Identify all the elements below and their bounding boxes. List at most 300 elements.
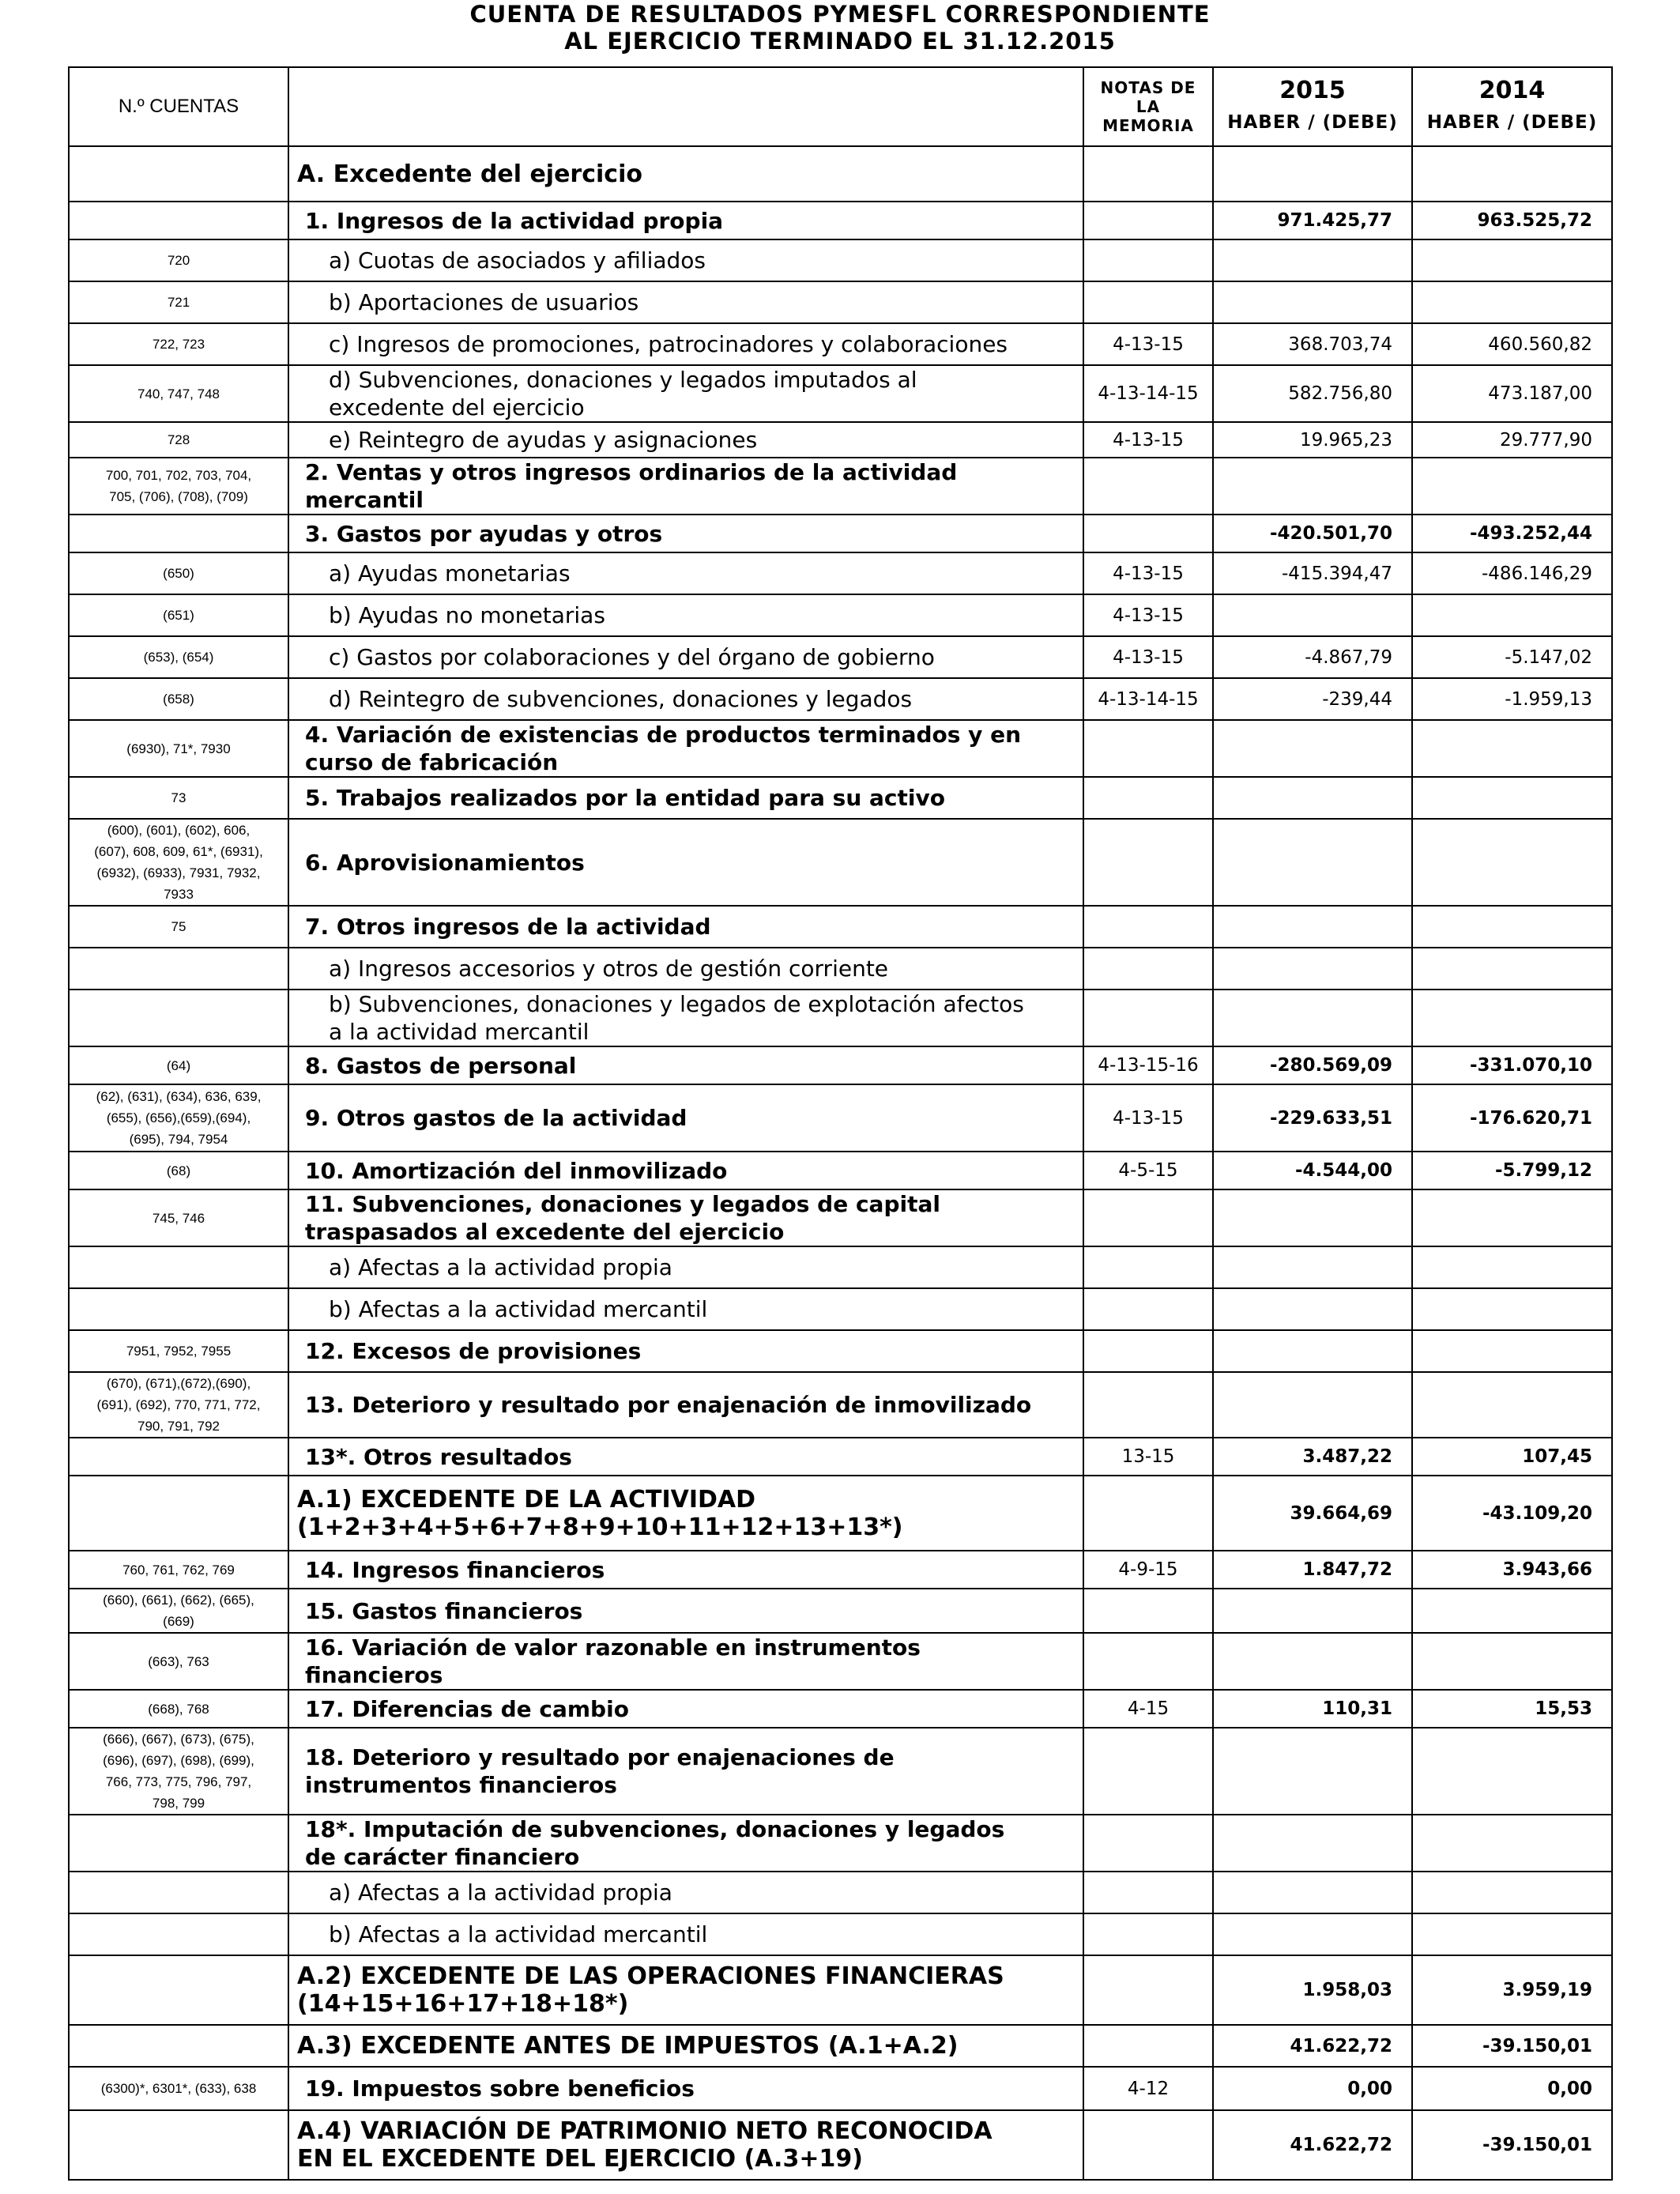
- value-2014-cell: -5.147,02: [1412, 636, 1612, 678]
- value-2014-cell: -176.620,71: [1412, 1084, 1612, 1152]
- concept-line: b) Subvenciones, donaciones y legados de explotación afectos: [329, 991, 1024, 1017]
- notes-cell: [1083, 1476, 1213, 1551]
- account-codes-cell: [69, 422, 288, 458]
- account-codes-cell: [69, 1189, 288, 1246]
- header-year-label: 2014: [1478, 77, 1546, 104]
- account-codes-cell: [69, 458, 288, 515]
- value-2014-cell: [1412, 990, 1612, 1046]
- concept-line: d) Subvenciones, donaciones y legados imputados al: [329, 367, 917, 393]
- value-2014-cell: 473.187,00: [1412, 365, 1612, 422]
- value-2014-cell: -493.252,44: [1412, 515, 1612, 552]
- concept-cell: [288, 1372, 1083, 1438]
- account-codes-line: 740, 747, 748: [137, 386, 220, 401]
- concept-cell: [288, 678, 1083, 720]
- table-row: [69, 422, 1612, 458]
- value-2015-cell: -420.501,70: [1213, 515, 1412, 552]
- table-row: [69, 1476, 1612, 1551]
- concept-cell: [288, 1872, 1083, 1913]
- value-2015-cell: 41.622,72: [1213, 2110, 1412, 2180]
- notes-cell: 4-13-15: [1083, 594, 1213, 636]
- concept-cell: [288, 1152, 1083, 1189]
- notes-cell: [1083, 1913, 1213, 1955]
- concept-cell: [288, 1246, 1083, 1288]
- table-row: [69, 2110, 1612, 2180]
- account-codes-line: (607), 608, 609, 61*, (6931),: [94, 844, 263, 859]
- account-codes-line: (64): [166, 1057, 191, 1073]
- table-row: [69, 239, 1612, 281]
- account-codes-cell: [69, 1955, 288, 2025]
- concept-line: 17. Diferencias de cambio: [305, 1695, 629, 1722]
- account-codes-cell: [69, 777, 288, 819]
- value-2014-cell: 3.959,19: [1412, 1955, 1612, 2025]
- table-row: [69, 146, 1612, 202]
- concept-line: 13*. Otros resultados: [305, 1443, 572, 1470]
- table-row: [69, 990, 1612, 1046]
- concept-line: 4. Variación de existencias de productos terminados y en: [305, 722, 1022, 748]
- table-row: [69, 906, 1612, 948]
- value-2015-cell: 39.664,69: [1213, 1476, 1412, 1551]
- table-row: [69, 458, 1612, 515]
- value-2014-cell: [1412, 777, 1612, 819]
- concept-line: (1+2+3+4+5+6+7+8+9+10+11+12+13+13*): [297, 1513, 903, 1541]
- value-2014-cell: 107,45: [1412, 1438, 1612, 1476]
- concept-cell: [288, 2025, 1083, 2067]
- concept-cell: [288, 1046, 1083, 1084]
- concept-line: EN EL EXCEDENTE DEL EJERCICIO (A.3+19): [297, 2145, 863, 2173]
- account-codes-cell: [69, 2110, 288, 2180]
- table-row: [69, 323, 1612, 365]
- notes-cell: 4-13-15-16: [1083, 1046, 1213, 1084]
- table-row: [69, 1815, 1612, 1872]
- value-2014-cell: [1412, 1189, 1612, 1246]
- notes-cell: [1083, 515, 1213, 552]
- concept-cell: [288, 720, 1083, 777]
- header-year-2015: [1213, 67, 1412, 146]
- header-notas-line: LA: [1136, 97, 1161, 116]
- table-row: [69, 777, 1612, 819]
- account-codes-cell: [69, 906, 288, 948]
- notes-cell: [1083, 1288, 1213, 1330]
- concept-line: 10. Amortización del inmovilizado: [305, 1157, 728, 1184]
- account-codes-line: (6300)*, 6301*, (633), 638: [100, 2081, 257, 2096]
- account-codes-line: 7951, 7952, 7955: [126, 1344, 232, 1359]
- account-codes-cell: [69, 1815, 288, 1872]
- notes-cell: [1083, 1330, 1213, 1372]
- concept-cell: [288, 365, 1083, 422]
- account-codes-cell: [69, 1438, 288, 1476]
- value-2014-cell: -331.070,10: [1412, 1046, 1612, 1084]
- value-2015-cell: [1213, 720, 1412, 777]
- concept-cell: [288, 819, 1083, 906]
- header-year-label: 2015: [1279, 77, 1346, 104]
- table-row: [69, 281, 1612, 323]
- notes-cell: 4-12: [1083, 2067, 1213, 2110]
- value-2014-cell: [1412, 146, 1612, 202]
- table-row: [69, 636, 1612, 678]
- table-row: [69, 1690, 1612, 1728]
- value-2014-cell: [1412, 1330, 1612, 1372]
- concept-line: 11. Subvenciones, donaciones y legados de capital: [305, 1191, 940, 1217]
- table-row: [69, 1551, 1612, 1589]
- concept-line: 18. Deterioro y resultado por enajenaciones de: [305, 1744, 895, 1770]
- concept-line: c) Gastos por colaboraciones y del órgano de gobierno: [329, 644, 935, 670]
- value-2014-cell: [1412, 948, 1612, 990]
- value-2014-cell: [1412, 458, 1612, 515]
- value-2014-cell: 0,00: [1412, 2067, 1612, 2110]
- notes-cell: 4-15: [1083, 1690, 1213, 1728]
- table-row: [69, 720, 1612, 777]
- value-2015-cell: [1213, 1872, 1412, 1913]
- header-notas-line: NOTAS DE: [1100, 78, 1196, 97]
- account-codes-line: 766, 773, 775, 796, 797,: [105, 1774, 252, 1789]
- concept-cell: [288, 515, 1083, 552]
- concept-line: 9. Otros gastos de la actividad: [305, 1105, 687, 1131]
- account-codes-line: (600), (601), (602), 606,: [107, 823, 250, 838]
- value-2014-cell: [1412, 1589, 1612, 1633]
- value-2014-cell: [1412, 819, 1612, 906]
- account-codes-cell: [69, 1633, 288, 1690]
- account-codes-cell: [69, 2025, 288, 2067]
- value-2015-cell: 1.958,03: [1213, 1955, 1412, 2025]
- value-2015-cell: [1213, 146, 1412, 202]
- value-2014-cell: -39.150,01: [1412, 2025, 1612, 2067]
- account-codes-line: (666), (667), (673), (675),: [103, 1732, 254, 1747]
- concept-cell: [288, 281, 1083, 323]
- value-2014-cell: [1412, 281, 1612, 323]
- account-codes-line: 745, 746: [152, 1210, 205, 1226]
- concept-cell: [288, 1690, 1083, 1728]
- concept-cell: [288, 1551, 1083, 1589]
- concept-cell: [288, 1330, 1083, 1372]
- value-2015-cell: 0,00: [1213, 2067, 1412, 2110]
- concept-line: 14. Ingresos financieros: [305, 1556, 605, 1583]
- concept-cell: [288, 1189, 1083, 1246]
- concept-line: 5. Trabajos realizados por la entidad para su activo: [305, 785, 945, 811]
- account-codes-cell: [69, 636, 288, 678]
- table-row: [69, 678, 1612, 720]
- notes-cell: [1083, 1728, 1213, 1815]
- concept-line: a) Ingresos accesorios y otros de gestión corriente: [329, 956, 889, 982]
- account-codes-line: (669): [163, 1614, 194, 1629]
- notes-cell: [1083, 202, 1213, 239]
- header-haber-debe: HABER / (DEBE): [1227, 112, 1398, 133]
- account-codes-cell: [69, 1152, 288, 1189]
- concept-cell: [288, 636, 1083, 678]
- account-codes-line: 728: [167, 432, 190, 447]
- account-codes-cell: [69, 1913, 288, 1955]
- notes-cell: [1083, 239, 1213, 281]
- concept-cell: [288, 2067, 1083, 2110]
- account-codes-line: (658): [163, 692, 194, 707]
- notes-cell: [1083, 1246, 1213, 1288]
- concept-line: mercantil: [305, 487, 424, 513]
- concept-cell: [288, 1084, 1083, 1152]
- account-codes-cell: [69, 281, 288, 323]
- value-2015-cell: [1213, 990, 1412, 1046]
- value-2015-cell: 582.756,80: [1213, 365, 1412, 422]
- concept-line: traspasados al excedente del ejercicio: [305, 1219, 785, 1245]
- account-codes-line: 790, 791, 792: [137, 1419, 220, 1434]
- account-codes-cell: [69, 1476, 288, 1551]
- notes-cell: 4-13-14-15: [1083, 365, 1213, 422]
- table-row: [69, 2067, 1612, 2110]
- account-codes-line: 7933: [164, 887, 194, 902]
- table-row: [69, 365, 1612, 422]
- value-2015-cell: -229.633,51: [1213, 1084, 1412, 1152]
- notes-cell: 4-13-15: [1083, 323, 1213, 365]
- account-codes-line: (6930), 71*, 7930: [126, 741, 231, 756]
- table-row: [69, 948, 1612, 990]
- notes-cell: [1083, 1633, 1213, 1690]
- value-2015-cell: [1213, 1728, 1412, 1815]
- report-title-line1: CUENTA DE RESULTADOS PYMESFL CORRESPONDIENTE: [469, 1, 1211, 28]
- concept-line: A. Excedente del ejercicio: [297, 160, 642, 188]
- concept-cell: [288, 948, 1083, 990]
- account-codes-line: (691), (692), 770, 771, 772,: [96, 1397, 261, 1412]
- concept-line: excedente del ejercicio: [329, 394, 585, 420]
- value-2015-cell: 110,31: [1213, 1690, 1412, 1728]
- concept-cell: [288, 1633, 1083, 1690]
- account-codes-cell: [69, 819, 288, 906]
- account-codes-cell: [69, 1551, 288, 1589]
- account-codes-cell: [69, 990, 288, 1046]
- account-codes-line: (655), (656),(659),(694),: [106, 1110, 251, 1125]
- account-codes-line: 798, 799: [152, 1796, 205, 1811]
- concept-cell: [288, 1728, 1083, 1815]
- value-2014-cell: [1412, 1246, 1612, 1288]
- concept-line: 7. Otros ingresos de la actividad: [305, 914, 711, 940]
- notes-cell: [1083, 1955, 1213, 2025]
- value-2014-cell: [1412, 1372, 1612, 1438]
- account-codes-line: (663), 763: [148, 1653, 209, 1669]
- account-codes-cell: [69, 1728, 288, 1815]
- concept-cell: [288, 552, 1083, 594]
- value-2014-cell: [1412, 1872, 1612, 1913]
- notes-cell: [1083, 1372, 1213, 1438]
- account-codes-line: (668), 768: [148, 1701, 209, 1717]
- concept-line: (14+15+16+17+18+18*): [297, 1990, 629, 2018]
- value-2015-cell: [1213, 906, 1412, 948]
- concept-line: 8. Gastos de personal: [305, 1052, 577, 1079]
- notes-cell: 4-13-14-15: [1083, 678, 1213, 720]
- value-2014-cell: -5.799,12: [1412, 1152, 1612, 1189]
- account-codes-cell: [69, 1372, 288, 1438]
- value-2014-cell: 3.943,66: [1412, 1551, 1612, 1589]
- value-2014-cell: [1412, 1815, 1612, 1872]
- value-2015-cell: [1213, 777, 1412, 819]
- account-codes-cell: [69, 365, 288, 422]
- value-2015-cell: [1213, 458, 1412, 515]
- value-2014-cell: [1412, 1633, 1612, 1690]
- value-2015-cell: [1213, 1815, 1412, 1872]
- value-2015-cell: 1.847,72: [1213, 1551, 1412, 1589]
- report-title-line2: AL EJERCICIO TERMINADO EL 31.12.2015: [564, 28, 1116, 55]
- value-2015-cell: 19.965,23: [1213, 422, 1412, 458]
- header-cuentas: N.º CUENTAS: [69, 67, 288, 146]
- concept-cell: [288, 594, 1083, 636]
- table-row: [69, 1246, 1612, 1288]
- concept-line: b) Ayudas no monetarias: [329, 602, 605, 628]
- concept-line: a) Cuotas de asociados y afiliados: [329, 247, 706, 273]
- table-row: [69, 1438, 1612, 1476]
- concept-line: 3. Gastos por ayudas y otros: [305, 520, 663, 547]
- concept-line: a) Ayudas monetarias: [329, 560, 571, 586]
- table-row: [69, 1955, 1612, 2025]
- concept-cell: [288, 458, 1083, 515]
- notes-cell: 4-13-15: [1083, 552, 1213, 594]
- account-codes-line: (68): [166, 1163, 191, 1178]
- account-codes-cell: [69, 678, 288, 720]
- table-row: [69, 1728, 1612, 1815]
- notes-cell: [1083, 1815, 1213, 1872]
- account-codes-cell: [69, 202, 288, 239]
- table-row: [69, 1372, 1612, 1438]
- table-row: [69, 1046, 1612, 1084]
- account-codes-line: (650): [163, 566, 194, 581]
- concept-line: 6. Aprovisionamientos: [305, 849, 585, 876]
- concept-line: de carácter financiero: [305, 1844, 580, 1870]
- concept-cell: [288, 239, 1083, 281]
- account-codes-line: 721: [167, 295, 190, 310]
- account-codes-line: 705, (706), (708), (709): [109, 489, 248, 504]
- value-2015-cell: -4.867,79: [1213, 636, 1412, 678]
- value-2015-cell: [1213, 1913, 1412, 1955]
- account-codes-cell: [69, 594, 288, 636]
- value-2014-cell: -43.109,20: [1412, 1476, 1612, 1551]
- concept-line: b) Afectas a la actividad mercantil: [329, 1921, 708, 1947]
- notes-cell: 4-13-15: [1083, 1084, 1213, 1152]
- account-codes-cell: [69, 1589, 288, 1633]
- account-codes-cell: [69, 2067, 288, 2110]
- concept-cell: [288, 1913, 1083, 1955]
- account-codes-cell: [69, 323, 288, 365]
- concept-cell: [288, 323, 1083, 365]
- account-codes-cell: [69, 948, 288, 990]
- notes-cell: 4-13-15: [1083, 422, 1213, 458]
- header-notas-line: MEMORIA: [1102, 116, 1194, 135]
- concept-line: a la actividad mercantil: [329, 1019, 590, 1045]
- concept-cell: [288, 146, 1083, 202]
- concept-cell: [288, 422, 1083, 458]
- notes-cell: 4-5-15: [1083, 1152, 1213, 1189]
- concept-line: 1. Ingresos de la actividad propia: [305, 207, 724, 234]
- account-codes-line: (660), (661), (662), (665),: [103, 1593, 254, 1608]
- value-2014-cell: [1412, 239, 1612, 281]
- account-codes-cell: [69, 1872, 288, 1913]
- concept-cell: [288, 1589, 1083, 1633]
- value-2015-cell: [1213, 1633, 1412, 1690]
- table-row: [69, 1288, 1612, 1330]
- account-codes-line: 700, 701, 702, 703, 704,: [105, 468, 252, 483]
- account-codes-cell: [69, 146, 288, 202]
- concept-line: financieros: [305, 1662, 443, 1688]
- account-codes-line: (696), (697), (698), (699),: [103, 1753, 254, 1768]
- value-2015-cell: [1213, 1330, 1412, 1372]
- concept-line: 19. Impuestos sobre beneficios: [305, 2075, 695, 2102]
- value-2015-cell: [1213, 1246, 1412, 1288]
- notes-cell: [1083, 990, 1213, 1046]
- concept-line: c) Ingresos de promociones, patrocinadores y colaboraciones: [329, 331, 1008, 357]
- account-codes-cell: [69, 515, 288, 552]
- concept-line: 13. Deterioro y resultado por enajenación de inmovilizado: [305, 1392, 1032, 1418]
- concept-line: b) Afectas a la actividad mercantil: [329, 1296, 708, 1322]
- account-codes-cell: [69, 552, 288, 594]
- value-2014-cell: 460.560,82: [1412, 323, 1612, 365]
- value-2014-cell: [1412, 906, 1612, 948]
- concept-line: 15. Gastos financieros: [305, 1597, 583, 1624]
- concept-line: A.3) EXCEDENTE ANTES DE IMPUESTOS (A.1+A.2): [297, 2032, 959, 2060]
- value-2015-cell: -415.394,47: [1213, 552, 1412, 594]
- account-codes-line: 722, 723: [152, 337, 205, 352]
- concept-line: 18*. Imputación de subvenciones, donaciones y legados: [305, 1816, 1005, 1842]
- header-row: [69, 67, 1612, 146]
- account-codes-line: (6932), (6933), 7931, 7932,: [96, 865, 261, 880]
- concept-line: d) Reintegro de subvenciones, donaciones y legados: [329, 686, 913, 712]
- concept-cell: [288, 1815, 1083, 1872]
- table-row: [69, 2025, 1612, 2067]
- table-row: [69, 202, 1612, 239]
- table-row: [69, 1589, 1612, 1633]
- notes-cell: 13-15: [1083, 1438, 1213, 1476]
- value-2014-cell: [1412, 720, 1612, 777]
- table-row: [69, 594, 1612, 636]
- table-row: [69, 515, 1612, 552]
- header-year-2014: [1412, 67, 1612, 146]
- value-2015-cell: [1213, 281, 1412, 323]
- header-haber-debe: HABER / (DEBE): [1426, 112, 1598, 133]
- value-2015-cell: -239,44: [1213, 678, 1412, 720]
- value-2014-cell: [1412, 1913, 1612, 1955]
- account-codes-cell: [69, 1046, 288, 1084]
- concept-line: 2. Ventas y otros ingresos ordinarios de la actividad: [305, 459, 958, 485]
- notes-cell: [1083, 2025, 1213, 2067]
- account-codes-cell: [69, 1246, 288, 1288]
- value-2015-cell: [1213, 819, 1412, 906]
- concept-cell: [288, 990, 1083, 1046]
- value-2014-cell: 15,53: [1412, 1690, 1612, 1728]
- account-codes-line: 720: [167, 253, 190, 268]
- value-2015-cell: 368.703,74: [1213, 323, 1412, 365]
- value-2015-cell: [1213, 1372, 1412, 1438]
- concept-cell: [288, 2110, 1083, 2180]
- account-codes-line: (651): [163, 608, 194, 623]
- concept-cell: [288, 906, 1083, 948]
- notes-cell: [1083, 906, 1213, 948]
- account-codes-line: (695), 794, 7954: [129, 1132, 228, 1147]
- table-row: [69, 819, 1612, 906]
- notes-cell: 4-9-15: [1083, 1551, 1213, 1589]
- account-codes-line: 75: [171, 919, 186, 934]
- notes-cell: [1083, 1872, 1213, 1913]
- account-codes-line: 760, 761, 762, 769: [122, 1562, 235, 1578]
- header-concept: [288, 67, 1083, 146]
- concept-cell: [288, 1476, 1083, 1551]
- table-row: [69, 1152, 1612, 1189]
- value-2015-cell: 41.622,72: [1213, 2025, 1412, 2067]
- table-row: [69, 1330, 1612, 1372]
- notes-cell: [1083, 777, 1213, 819]
- table-row: [69, 552, 1612, 594]
- notes-cell: [1083, 2110, 1213, 2180]
- value-2014-cell: 963.525,72: [1412, 202, 1612, 239]
- value-2014-cell: -1.959,13: [1412, 678, 1612, 720]
- value-2014-cell: [1412, 1288, 1612, 1330]
- account-codes-cell: [69, 1084, 288, 1152]
- table-row: [69, 1913, 1612, 1955]
- concept-line: a) Afectas a la actividad propia: [329, 1879, 672, 1906]
- notes-cell: [1083, 819, 1213, 906]
- value-2015-cell: 971.425,77: [1213, 202, 1412, 239]
